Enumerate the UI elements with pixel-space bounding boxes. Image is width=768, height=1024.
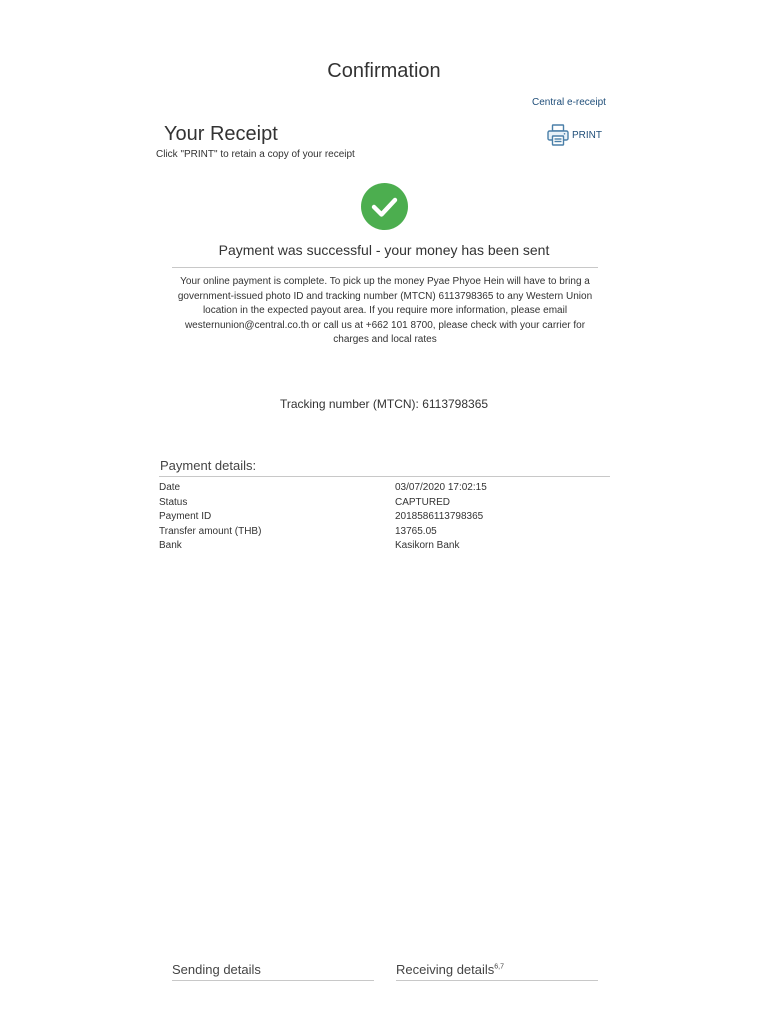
divider <box>172 267 598 268</box>
detail-value: Kasikorn Bank <box>395 540 460 552</box>
detail-label: Payment ID <box>159 511 212 523</box>
payment-info-paragraph: Your online payment is complete. To pick up the money Pyae Phyoe Hein will have to bring a government-issued photo ID and tracking number (MTCN) 6113798365 to any Western Union location in the expected payout area. If you require more information, please email westernunion@central.co.th or call us at +662 101 8700, please check with your carrier for charges and local rates <box>177 276 593 346</box>
check-circle-icon <box>361 183 408 230</box>
table-row <box>159 481 610 496</box>
payment-success-message: Payment was successful - your money has been sent <box>218 242 550 258</box>
divider <box>172 980 374 981</box>
table-row <box>159 539 610 554</box>
receipt-title: Your Receipt <box>164 123 278 145</box>
central-e-receipt-link[interactable]: Central e-receipt <box>532 97 606 108</box>
detail-value: 2018586113798365 <box>395 511 484 523</box>
detail-value: 03/07/2020 17:02:15 <box>395 482 487 493</box>
detail-label: Transfer amount (THB) <box>159 525 262 537</box>
divider <box>159 476 610 477</box>
detail-value: CAPTURED <box>395 496 451 508</box>
detail-label: Bank <box>159 540 182 552</box>
payment-details-table <box>159 481 610 554</box>
footnote-reference: 6,7 <box>494 963 505 971</box>
receiving-details-heading <box>396 962 504 977</box>
tracking-number: Tracking number (MTCN): 6113798365 <box>279 397 489 411</box>
receiving-details-label: Receiving details <box>396 962 495 977</box>
print-label: PRINT <box>572 129 602 141</box>
divider <box>396 980 598 981</box>
table-row <box>159 496 610 511</box>
table-row <box>159 525 610 540</box>
receipt-subtitle: Click "PRINT" to retain a copy of your receipt <box>156 149 355 160</box>
payment-details-heading: Payment details: <box>160 458 257 473</box>
table-row <box>159 510 610 525</box>
sending-details-heading: Sending details <box>172 962 261 977</box>
printer-icon <box>546 123 570 147</box>
page-title: Confirmation <box>327 60 441 82</box>
detail-label: Date <box>159 482 181 493</box>
print-button[interactable] <box>546 123 602 147</box>
detail-label: Status <box>159 496 188 508</box>
detail-value: 13765.05 <box>395 525 437 537</box>
